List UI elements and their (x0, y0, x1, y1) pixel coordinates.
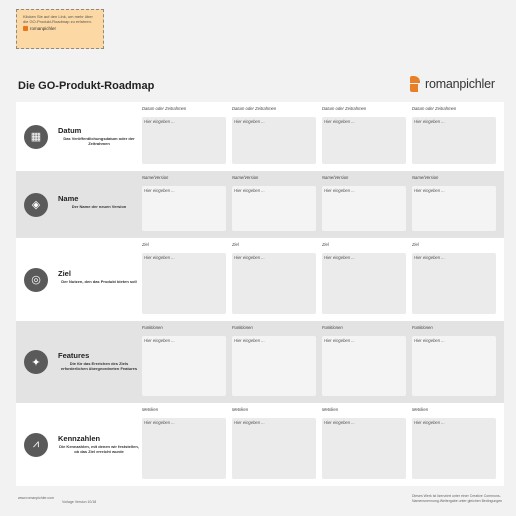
roadmap-cell (322, 242, 406, 317)
cell-input[interactable]: Hier eingeben ... (322, 186, 406, 231)
cell-header: Funktionen (412, 325, 433, 330)
roadmap-cell (322, 106, 406, 167)
note-logo (23, 26, 97, 31)
note-logo-text: romanpichler (30, 26, 57, 31)
cell-header: Name/Version (322, 175, 349, 180)
cell-input[interactable]: Hier eingeben ... (322, 117, 406, 164)
roadmap-cell (412, 325, 496, 399)
roadmap-row-name (16, 171, 504, 238)
cell-header: Datum oder Zeitrahmen (232, 106, 277, 111)
roadmap-cell (322, 175, 406, 234)
roadmap-cell (142, 242, 226, 317)
cell-header: Ziel (142, 242, 149, 247)
cell-header: Name/Version (142, 175, 169, 180)
roadmap-cell (412, 242, 496, 317)
cell-input[interactable]: Hier eingeben ... (232, 186, 316, 231)
row-label (22, 102, 146, 171)
brand-mark-icon (23, 26, 28, 31)
roadmap-cell (142, 325, 226, 399)
cell-header: Metriken (322, 407, 339, 412)
cell-header: Metriken (232, 407, 249, 412)
roadmap-cell (142, 407, 226, 482)
cell-input[interactable]: Hier eingeben ... (232, 336, 316, 396)
row-description: Der Name der neuen Version (71, 203, 127, 209)
row-label (22, 171, 146, 238)
cell-header: Funktionen (142, 325, 163, 330)
cell-input[interactable]: Hier eingeben ... (142, 117, 226, 164)
roadmap-row-kennzahlen (16, 403, 504, 486)
roadmap-cell (322, 407, 406, 482)
row-description: Die Kennzahlen, mit denen wir feststellen, ob das Ziel erreicht wurde (59, 443, 139, 454)
roadmap-cell (232, 106, 316, 167)
footer-url: www.romanpichler.com (18, 496, 54, 500)
cell-input[interactable]: Hier eingeben ... (142, 336, 226, 396)
cell-header: Name/Version (232, 175, 259, 180)
cell-input[interactable]: Hier eingeben ... (232, 117, 316, 164)
cell-header: Datum oder Zeitrahmen (142, 106, 187, 111)
row-title: Ziel (58, 268, 71, 278)
roadmap-grid (16, 102, 504, 486)
chart-icon: ⩘ (24, 433, 48, 457)
row-label (22, 403, 146, 486)
row-title: Features (58, 351, 90, 360)
roadmap-cell (232, 175, 316, 234)
roadmap-row-datum (16, 102, 504, 171)
cell-header: Metriken (142, 407, 159, 412)
row-title: Name (58, 193, 79, 203)
roadmap-cell (232, 242, 316, 317)
cell-header: Metriken (412, 407, 429, 412)
row-label (22, 238, 146, 321)
roadmap-row-features (16, 321, 504, 403)
cell-input[interactable]: Hier eingeben ... (322, 253, 406, 314)
roadmap-row-ziel (16, 238, 504, 321)
footer-version: Vorlage Version 10/18 (62, 500, 97, 504)
page-title: Die GO-Produkt-Roadmap (18, 80, 155, 92)
roadmap-cell (232, 407, 316, 482)
cell-input[interactable]: Hier eingeben ... (412, 336, 496, 396)
cell-header: Ziel (232, 242, 239, 247)
cell-header: Ziel (412, 242, 419, 247)
roadmap-cell (142, 106, 226, 167)
roadmap-cell (322, 325, 406, 399)
cell-input[interactable]: Hier eingeben ... (142, 253, 226, 314)
roadmap-cell (142, 175, 226, 234)
roadmap-cell (412, 407, 496, 482)
roadmap-cell (412, 106, 496, 167)
cell-input[interactable]: Hier eingeben ... (232, 253, 316, 314)
cell-input[interactable]: Hier eingeben ... (142, 418, 226, 479)
cell-input[interactable]: Hier eingeben ... (142, 186, 226, 231)
brand-logo-icon (410, 76, 422, 92)
cell-input[interactable]: Hier eingeben ... (322, 418, 406, 479)
row-description: Der Nutzen, den das Produkt bieten soll (61, 278, 137, 284)
cell-input[interactable]: Hier eingeben ... (412, 117, 496, 164)
row-label (22, 321, 146, 403)
cell-header: Funktionen (232, 325, 253, 330)
brand-logo (410, 76, 495, 92)
cell-header: Datum oder Zeitrahmen (412, 106, 457, 111)
row-description: Das Veröffentlichungsdatum oder der Zeitrahmen (63, 135, 135, 146)
puzzle-icon: ✦ (24, 350, 48, 374)
cell-input[interactable]: Hier eingeben ... (412, 253, 496, 314)
brand-logo-text: romanpichler (425, 77, 495, 91)
info-note[interactable] (16, 9, 104, 49)
row-title: Kennzahlen (58, 433, 101, 443)
row-description: Die für das Erreichen des Ziels erforderlichen übergeordneten Features (60, 361, 138, 371)
row-title: Datum (58, 125, 82, 135)
roadmap-cell (412, 175, 496, 234)
tag-icon: ◈ (24, 193, 48, 217)
note-text: Klicken Sie auf den Link, um mehr über die GO-Produkt-Roadmap zu erfahren. (23, 14, 93, 24)
target-icon: ◎ (24, 268, 48, 292)
cell-header: Funktionen (322, 325, 343, 330)
cell-input[interactable]: Hier eingeben ... (232, 418, 316, 479)
cell-input[interactable]: Hier eingeben ... (412, 186, 496, 231)
roadmap-cell (232, 325, 316, 399)
footer-license: Dieses Werk ist lizenziert unter einer Creative Commons-Namensnennung-Weitergabe unter gleichen Bedingungen (412, 494, 503, 503)
cell-header: Ziel (322, 242, 329, 247)
calendar-icon: ▦ (24, 125, 48, 149)
cell-input[interactable]: Hier eingeben ... (322, 336, 406, 396)
cell-header: Name/Version (412, 175, 439, 180)
cell-input[interactable]: Hier eingeben ... (412, 418, 496, 479)
cell-header: Datum oder Zeitrahmen (322, 106, 367, 111)
